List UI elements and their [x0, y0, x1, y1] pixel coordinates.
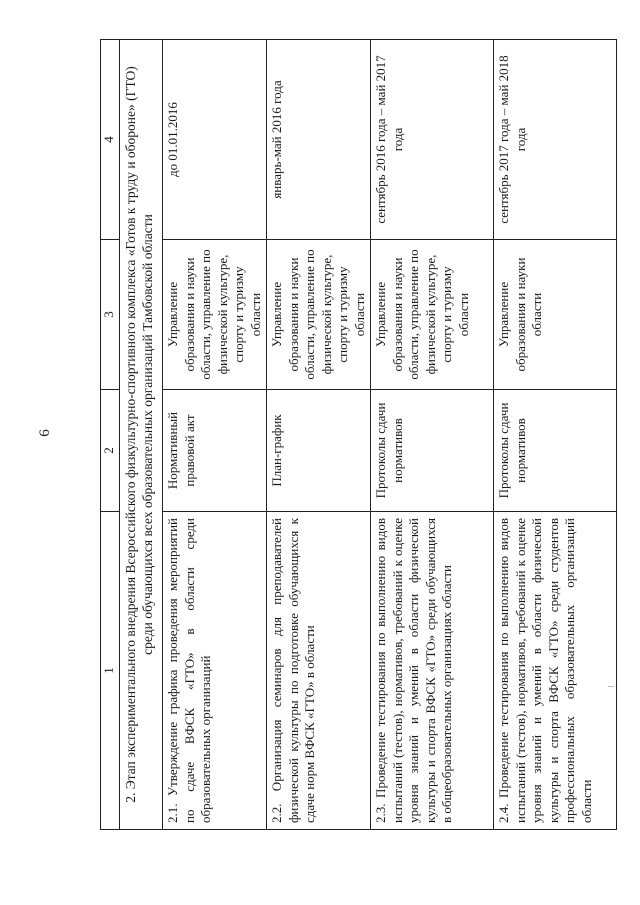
deadline-cell: сентябрь 2016 года – май 2017 года — [371, 40, 494, 240]
deadline-cell: до 01.01.2016 — [163, 40, 267, 240]
result-cell: Нормативный правовой акт — [163, 390, 267, 512]
table-row — [267, 40, 371, 830]
column-number-row — [101, 40, 120, 830]
table-row — [494, 40, 617, 830]
column-number: 1 — [101, 512, 120, 830]
plan-table — [100, 39, 617, 830]
column-number: 4 — [101, 40, 120, 240]
result-cell: Протоколы сдачи нормативов — [494, 390, 617, 512]
column-number: 2 — [101, 390, 120, 512]
section-row — [120, 40, 163, 830]
activity-cell: 2.1. Утверждение графика проведения мероприятий по сдаче ВФСК «ГТО» в области среди образовательных организаций — [163, 512, 267, 830]
responsible-cell: Управление образования и науки области — [494, 240, 617, 390]
responsible-cell: Управление образования и науки области, управление по физической культуре, спорту и туризму области — [371, 240, 494, 390]
activity-cell: 2.3. Проведение тестирования по выполнению видов испытаний (тестов), нормативов, требований к оценке уровня знаний и умений в области физической культуры и спорта ВФСК «ГТО» среди обучающихся в общеобразовательных организациях области — [371, 512, 494, 830]
table-row — [163, 40, 267, 830]
rotated-table-container — [100, 40, 594, 830]
deadline-cell: сентябрь 2017 года – май 2018 года — [494, 40, 617, 240]
result-cell: План-график — [267, 390, 371, 512]
scan-mark — [608, 686, 614, 687]
deadline-cell: январь-май 2016 года — [267, 40, 371, 240]
result-cell: Протоколы сдачи нормативов — [371, 390, 494, 512]
table-row — [371, 40, 494, 830]
responsible-cell: Управление образования и науки области, управление по физической культуре, спорту и туризму области — [267, 240, 371, 390]
activity-cell: 2.4. Проведение тестирования по выполнению видов испытаний (тестов), нормативов, требований к оценке уровня знаний и умений в области физической культуры и спорта ВФСК «ГТО» среди студентов профессиональных образовательных организаций области — [494, 512, 617, 830]
section-title: 2. Этап экспериментального внедрения Всероссийского физкультурно-спортивного комплекса «Готов к труду и обороне» (ГТО) среди обучающихся всех образовательных организаций Тамбовской области — [120, 40, 163, 830]
page-number: 6 — [37, 429, 53, 437]
responsible-cell: Управление образования и науки области, управление по физической культуре, спорту и туризму области — [163, 240, 267, 390]
activity-cell: 2.2. Организация семинаров для преподавателей физической культуры по подготовке обучающихся к сдаче норм ВФСК «ГТО» в области — [267, 512, 371, 830]
column-number: 3 — [101, 240, 120, 390]
